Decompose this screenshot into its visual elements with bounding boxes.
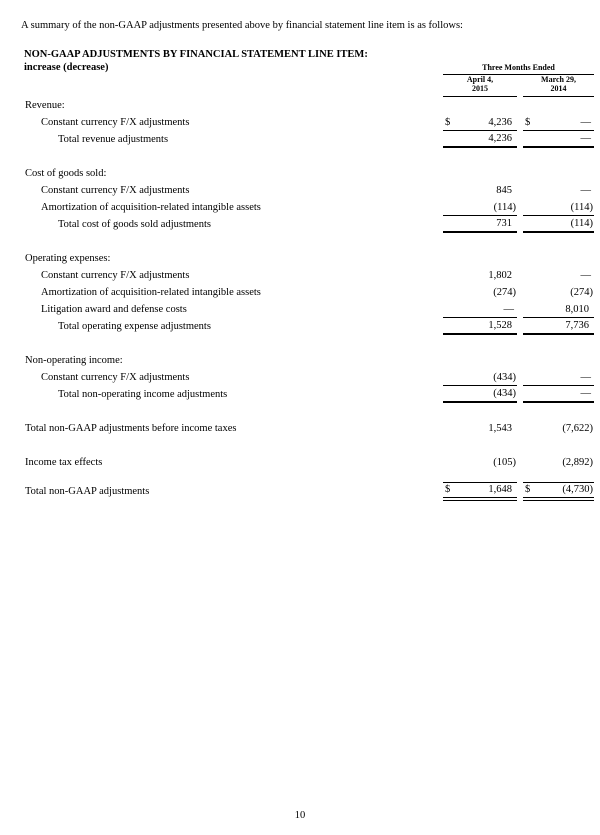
section-heading: Non-operating income: xyxy=(25,355,123,366)
row-label: Constant currency F/X adjustments xyxy=(41,372,190,383)
table-title: NON-GAAP ADJUSTMENTS BY FINANCIAL STATEMENT LINE ITEM: xyxy=(24,49,368,60)
spacer xyxy=(25,147,594,164)
table-row xyxy=(25,453,594,470)
table-row xyxy=(25,283,594,300)
value-2014 xyxy=(523,351,594,368)
value-2014: 7,736 xyxy=(523,317,594,334)
dollar-sign: $ xyxy=(525,116,531,128)
value-2015: 1,528 xyxy=(443,317,517,334)
spacer xyxy=(25,436,594,453)
value-2014: — xyxy=(523,385,594,402)
value-text: 1,648 xyxy=(488,484,512,495)
value-2015: (434) xyxy=(443,385,517,402)
table-row xyxy=(25,385,594,402)
table-row xyxy=(25,482,594,499)
value-2015: 1,802 xyxy=(488,270,512,281)
value-2015: — xyxy=(443,300,517,317)
value-2014: (2,892) xyxy=(562,457,594,468)
section-heading-row xyxy=(25,164,594,181)
spacer xyxy=(25,232,594,249)
value-2015 xyxy=(443,482,517,499)
value-2014 xyxy=(523,113,594,130)
row-label: Amortization of acquisition-related intangible assets xyxy=(41,287,261,298)
value-text: (4,730) xyxy=(562,484,594,495)
page-number: 10 xyxy=(294,810,306,821)
column-header-2015-line2: 2015 xyxy=(472,84,488,93)
table-row xyxy=(25,181,594,198)
value-2015: 4,236 xyxy=(443,130,517,147)
spacer-row xyxy=(25,334,594,351)
value-2015: (434) xyxy=(443,368,517,385)
value-2014 xyxy=(523,96,594,113)
intro-text: A summary of the non-GAAP adjustments presented above by financial statement line item is as follows: xyxy=(21,20,463,31)
spacer-row xyxy=(25,147,594,164)
spacer-row xyxy=(25,232,594,249)
row-label: Total non-operating income adjustments xyxy=(58,389,228,400)
value-2014: (274) xyxy=(570,287,594,298)
value-2014: — xyxy=(523,368,594,385)
table-row xyxy=(25,317,594,334)
section-heading-row xyxy=(25,249,594,266)
spacer-row xyxy=(25,470,594,482)
header-spacer xyxy=(25,74,443,96)
value-2015 xyxy=(443,96,517,113)
value-2014 xyxy=(523,164,594,181)
value-2014: (114) xyxy=(523,215,594,232)
value-2014: (114) xyxy=(523,198,594,215)
column-header-2015 xyxy=(443,74,517,96)
section-heading: Cost of goods sold: xyxy=(25,168,107,179)
table-row xyxy=(25,130,594,147)
dollar-sign: $ xyxy=(445,116,451,128)
value-2015: (274) xyxy=(493,287,516,298)
column-header-2014 xyxy=(523,74,594,96)
table-row xyxy=(25,419,594,436)
value-2014 xyxy=(523,249,594,266)
period-header: Three Months Ended xyxy=(443,60,594,74)
value-2014: — xyxy=(580,185,592,196)
dollar-sign: $ xyxy=(525,484,531,495)
table-row xyxy=(25,215,594,232)
value-2014: (7,622) xyxy=(562,423,594,434)
table-row xyxy=(25,368,594,385)
row-label: Amortization of acquisition-related intangible assets xyxy=(41,202,261,213)
value-2014: 8,010 xyxy=(523,300,594,317)
column-header-2014-line2: 2014 xyxy=(550,84,567,93)
column-header-2014-line1: March 29, xyxy=(541,74,576,84)
value-2014: — xyxy=(523,130,594,147)
row-label: Constant currency F/X adjustments xyxy=(41,185,190,196)
table-row xyxy=(25,198,594,215)
value-text: — xyxy=(580,116,592,128)
non-gaap-adjustments-table xyxy=(25,60,594,501)
value-2014 xyxy=(523,482,594,499)
row-label: Total cost of goods sold adjustments xyxy=(58,219,211,230)
value-text: 4,236 xyxy=(488,116,512,128)
section-heading: Operating expenses: xyxy=(25,253,111,264)
dollar-sign: $ xyxy=(445,484,451,495)
column-header-row xyxy=(25,74,594,96)
row-label: Total non-GAAP adjustments before income taxes xyxy=(25,423,237,434)
row-label: Income tax effects xyxy=(25,457,103,468)
row-label: Litigation award and defense costs xyxy=(41,304,187,315)
table-row xyxy=(25,113,594,130)
spacer-row xyxy=(25,436,594,453)
row-label: Constant currency F/X adjustments xyxy=(41,270,190,281)
value-2015: 1,543 xyxy=(488,423,512,434)
row-label: Constant currency F/X adjustments xyxy=(41,117,190,128)
value-2015 xyxy=(443,351,517,368)
section-heading: Revenue: xyxy=(25,100,65,111)
spacer xyxy=(25,470,594,482)
value-2015 xyxy=(443,164,517,181)
table-subtitle: increase (decrease) xyxy=(24,62,109,73)
table-row xyxy=(25,266,594,283)
value-2015 xyxy=(443,113,517,130)
value-2015: 731 xyxy=(443,215,517,232)
value-2015: (114) xyxy=(443,198,517,215)
table-row xyxy=(25,300,594,317)
section-heading-row xyxy=(25,351,594,368)
column-header-2015-line1: April 4, xyxy=(466,74,494,84)
value-2015 xyxy=(443,249,517,266)
period-header-row xyxy=(25,60,594,74)
section-heading-row xyxy=(25,96,594,113)
spacer xyxy=(25,334,594,351)
value-2015: 845 xyxy=(496,185,512,196)
value-2015: (105) xyxy=(493,457,516,468)
value-2014: — xyxy=(580,270,592,281)
row-label: Total non-GAAP adjustments xyxy=(25,486,150,497)
spacer xyxy=(25,402,594,419)
row-label: Total revenue adjustments xyxy=(58,134,169,145)
spacer-row xyxy=(25,402,594,419)
row-label: Total operating expense adjustments xyxy=(58,321,211,332)
header-spacer xyxy=(25,60,443,74)
